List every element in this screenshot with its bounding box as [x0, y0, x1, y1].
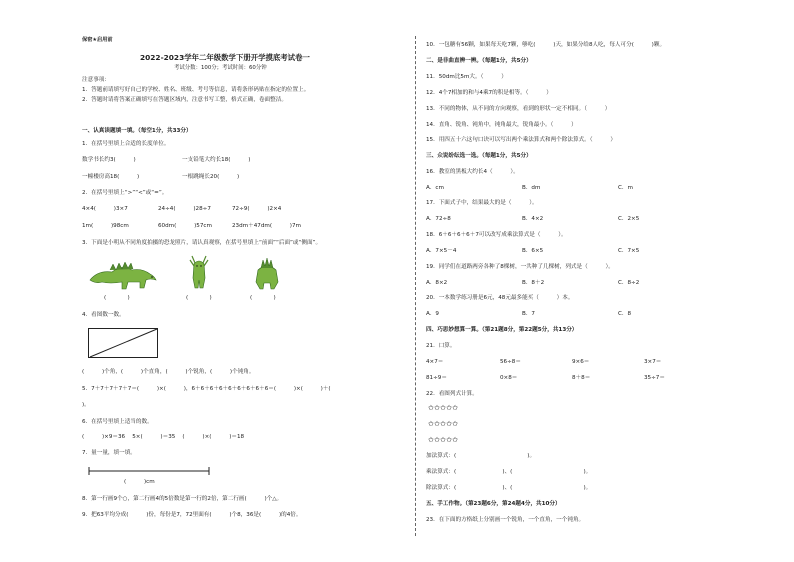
q4-answers: ( )个角，( )个直角，( )个锐角，( )个钝角。 — [82, 369, 255, 375]
question-17: 17．下面式子中，结果最大的是（ ）。 — [426, 200, 538, 206]
star-row-1: ✩✩✩✩✩ — [428, 404, 459, 412]
q18-option-b: B．6×5 — [522, 248, 544, 254]
question-15: 15．用四五十六这句口诀可以写出两个乘法算式和两个除法算式。（ ） — [426, 137, 616, 143]
q17-option-a: A．72÷8 — [426, 216, 451, 222]
division-equation: 除法算式：( )、( )。 — [426, 485, 592, 491]
question-23: 23．在下面的方格纸上分别画一个锐角，一个直角，一个钝角。 — [426, 517, 585, 523]
question-12: 12．4个7相加的和与4乘7的积是相等。（ ） — [426, 90, 552, 96]
dinosaur-back-icon — [252, 256, 282, 292]
calc-1: 4×7＝ — [426, 359, 444, 365]
calc-2: 56÷8＝ — [500, 359, 521, 365]
q2-item-a: 4×4( )3×7 — [82, 206, 128, 212]
question-9: 9．把63平均分成( )份，每份是7，72里面有( )个8，36是( )的4倍。 — [82, 512, 302, 518]
q6-items: ( )×9＝36 5×( )＝35 ( )×( )＝18 — [82, 434, 245, 440]
diagonal-line — [88, 328, 158, 358]
q1-item-d: 一根跳绳长20( ) — [182, 174, 240, 180]
q7-answer: ( )cm — [124, 479, 155, 485]
star-row-3: ✩✩✩✩✩ — [428, 436, 459, 444]
q20-option-b: B．7 — [522, 311, 535, 317]
measure-segment — [88, 466, 210, 476]
question-5-end: )。 — [82, 402, 90, 408]
question-4: 4．看图数一数。 — [82, 312, 125, 318]
calc-7: 8＋8＝ — [572, 375, 591, 381]
exam-subtitle: 考试分数：100分；考试时间：60分钟 — [174, 65, 267, 71]
section-4-heading: 四、巧思妙想算一算。（第21题8分，第22题5分，共13分） — [426, 327, 578, 333]
secret-label: 保密★启用前 — [82, 37, 113, 43]
notice-heading: 注意事项： — [82, 77, 110, 83]
question-11: 11．50dm比5m大。（ ） — [426, 74, 507, 80]
q18-option-a: A．7×5－4 — [426, 248, 457, 254]
question-18: 18．6＋6＋6＋6＋7可以改写成乘法算式是（ ）。 — [426, 232, 567, 238]
section-1-heading: 一、认真读题填一填。（每空1分，共33分） — [82, 128, 192, 134]
section-2-heading: 二、是非曲直辨一辨。（每题1分，共5分） — [426, 58, 532, 64]
q19-option-c: C．8÷2 — [618, 280, 640, 286]
q16-option-c: C．m — [618, 185, 633, 191]
question-13: 13．不同的物体，从不同的方向观察，看到的形状一定不相同。（ ） — [426, 106, 611, 112]
q19-option-b: B．8＋2 — [522, 280, 545, 286]
addition-equation: 加法算式：( )。 — [426, 453, 536, 459]
q16-option-a: A．cm — [426, 185, 444, 191]
calc-8: 35÷7＝ — [644, 375, 665, 381]
calc-4: 3×7＝ — [644, 359, 662, 365]
photo-answer-2: ( ) — [186, 295, 212, 301]
q1-item-a: 数学书长约3( ) — [82, 157, 136, 163]
multiplication-equation: 乘法算式：( )、( )。 — [426, 469, 592, 475]
q18-option-c: C．7×5 — [618, 248, 640, 254]
q1-item-c: 一幢楼房高18( ) — [82, 174, 140, 180]
q2-item-c: 72÷9( )2×4 — [232, 206, 282, 212]
question-19: 19．同学们在道路两旁各种了8棵树，一共种了几棵树，列式是（ ）。 — [426, 264, 614, 270]
question-2: 2．在括号里填上“>”“<”或“=”。 — [82, 190, 168, 196]
question-5: 5．7＋7＋7＋7＋7＝( )×( )，6＋6＋6＋6＋6＋6＋6＋6＋6＝( )×( )＋( — [82, 386, 331, 392]
q16-option-b: B．dm — [522, 185, 541, 191]
section-5-heading: 五、手工作物。（第23题6分，第24题4分，共10分） — [426, 501, 561, 507]
q2-item-f: 23dm＋47dm( )7m — [232, 223, 301, 229]
notice-2: 2．答题时请将答案正确填写在答题区域内，注意书写工整，格式正确，卷面整洁。 — [82, 97, 287, 103]
question-20: 20．一本数学练习册是6元，48元最多能买（ ）本。 — [426, 295, 574, 301]
q2-item-b: 24÷4( )28÷7 — [158, 206, 211, 212]
question-7: 7．量一量，填一填。 — [82, 450, 136, 456]
question-8: 8．第一行画9个○，第二行画4的5倍数是第一行的2倍，第二行画( )个△。 — [82, 496, 283, 502]
question-16: 16．教室的黑板大约长4（ ）。 — [426, 169, 519, 175]
question-22: 22．看图列式计算。 — [426, 391, 478, 397]
question-6: 6．在括号里填上适当的数。 — [82, 419, 153, 425]
calc-5: 81÷9＝ — [426, 375, 447, 381]
photo-answer-1: ( ) — [104, 295, 130, 301]
question-1: 1．在括号里填上合适的长度单位。 — [82, 141, 170, 147]
section-3-heading: 三、众说纷纭选一选。（每题1分，共5分） — [426, 153, 532, 159]
q1-item-b: 一支铅笔大约长18( ) — [182, 157, 251, 163]
star-row-2: ✩✩✩✩✩ — [428, 420, 459, 428]
q17-option-b: B．4×2 — [522, 216, 544, 222]
dinosaur-side-icon — [88, 256, 158, 292]
calc-6: 0×8＝ — [500, 375, 518, 381]
q2-item-e: 60dm( )57cm — [158, 223, 212, 229]
question-14: 14．直角、锐角、钝角中，钝角最大，锐角最小。（ ） — [426, 122, 577, 128]
column-divider — [415, 36, 416, 536]
photo-answer-3: ( ) — [250, 295, 276, 301]
dinosaur-front-icon — [186, 254, 212, 292]
page-title: 2022-2023学年二年级数学下册开学摸底考试卷一 — [140, 53, 310, 62]
q2-item-d: 1m( )98cm — [82, 223, 129, 229]
q20-option-a: A．9 — [426, 311, 439, 317]
calc-3: 9×6＝ — [572, 359, 590, 365]
q17-option-c: C．2×5 — [618, 216, 640, 222]
q20-option-c: C．8 — [618, 311, 632, 317]
question-10: 10．一包糖有56颗，如果每天吃7颗，够吃( )天，如果分给8人吃，每人可分( )颗。 — [426, 42, 666, 48]
q19-option-a: A．8×2 — [426, 280, 448, 286]
notice-1: 1．答题前请填写好自己的学校、姓名、班级、考号等信息，请将条形码贴在指定的位置上。 — [82, 87, 310, 93]
question-21: 21．口算。 — [426, 343, 456, 349]
question-3: 3．下面是小明从不同角度拍摄的恐龙照片，请认真观察，在括号里填上“前面”“后面”或“侧面”。 — [82, 240, 322, 246]
